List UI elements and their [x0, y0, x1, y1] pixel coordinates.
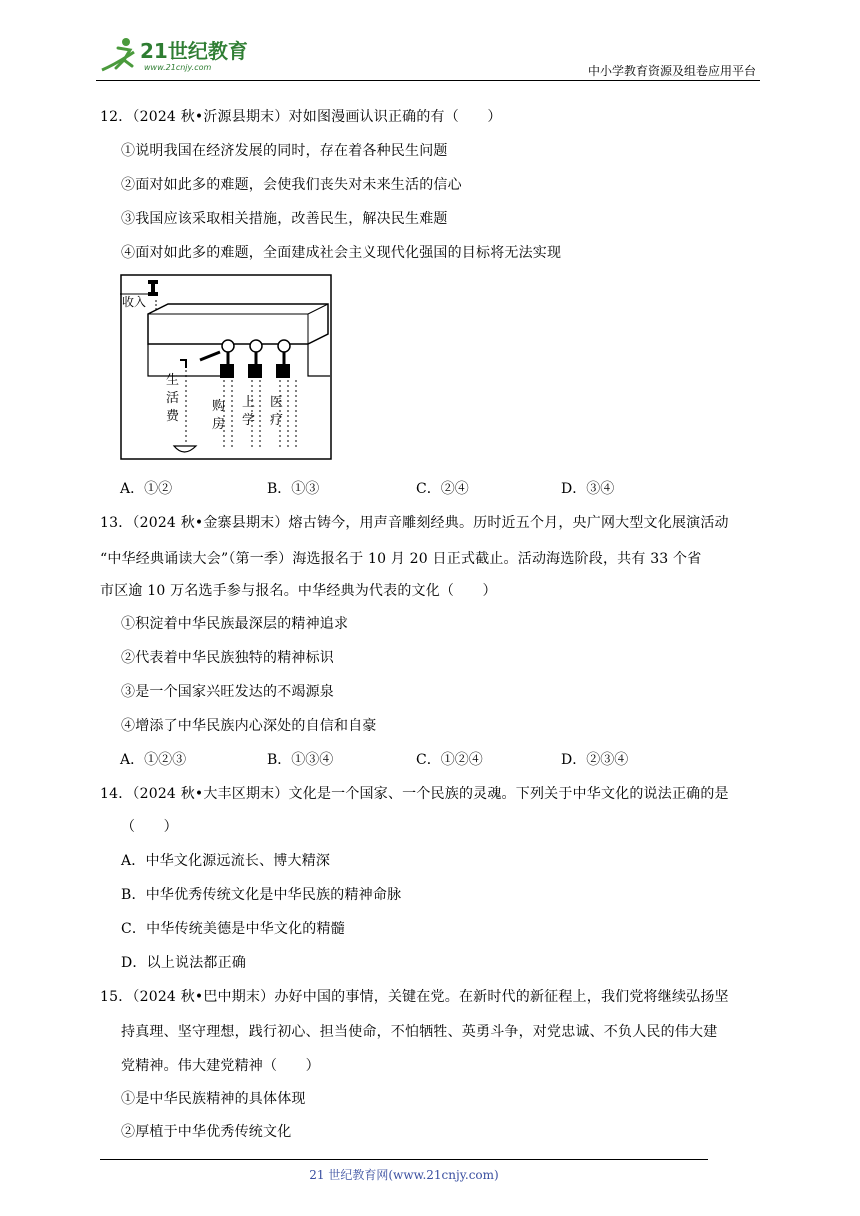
platform-name: 中小学教育资源及组卷应用平台 [587, 64, 756, 78]
q13-choice-d: D．②③④ [561, 752, 629, 768]
q14-option-c: C．中华传统美德是中华文化的精髓 [121, 921, 345, 937]
q13-choices [120, 749, 680, 769]
q13-option-3: ③是一个国家兴旺发达的不竭源泉 [121, 684, 334, 700]
q15-option-1: ①是中华民族精神的具体体现 [121, 1091, 306, 1107]
footer-divider [100, 1159, 708, 1160]
runner-icon [102, 38, 134, 70]
q12-choice-b: B．①③ [267, 481, 320, 497]
q14-option-d: D．以上说法都正确 [121, 955, 247, 971]
income-label: 收入 [122, 295, 147, 309]
logo-url-text: www.21cnjy.com [144, 63, 212, 72]
q12-choice-a: A．①② [120, 481, 173, 497]
q14-stem-line-1: 14．（2024 秋•大丰区期末）文化是一个国家、一个民族的灵魂。下列关于中华文化的说法正确的是 [100, 786, 729, 802]
q12-choice-d: D．③④ [561, 481, 615, 497]
q12-option-4: ④面对如此多的难题，全面建成社会主义现代化强国的目标将无法实现 [121, 245, 562, 261]
q12-option-2: ②面对如此多的难题，会使我们丧失对未来生活的信心 [121, 177, 462, 193]
q15-stem-line-3: 党精神。伟大建党精神（ ） [121, 1058, 320, 1074]
q15-stem-line-2: 持真理、坚守理想，践行初心、担当使命，不怕牺牲、英勇斗争，对党忠诚、不负人民的伟大建 [121, 1024, 718, 1040]
q15-stem-line-1: 15．（2024 秋•巴中期末）办好中国的事情，关键在党。在新时代的新征程上，我们党将继续弘扬坚 [100, 989, 729, 1005]
q13-stem-line-3: 市区逾 10 万名选手参与报名。中华经典为代表的文化（ ） [100, 583, 497, 599]
q12-option-3: ③我国应该采取相关措施，改善民生，解决民生难题 [121, 211, 448, 227]
q13-choice-a: A．①②③ [120, 752, 187, 768]
footer-link[interactable]: 21 世纪教育网(www.21cnjy.com) [309, 1168, 499, 1182]
q14-option-b: B．中华优秀传统文化是中华民族的精神命脉 [121, 887, 402, 903]
pipe-label-school: 上学 [242, 395, 256, 428]
logo [96, 34, 256, 74]
q12-choice-c: C．②④ [416, 481, 469, 497]
q13-stem-line-1: 13．（2024 秋•金寨县期末）熔古铸今，用声音雕刻经典。历时近五个月，央广网大型文化展演活动 [100, 515, 729, 531]
q12-choices [120, 478, 680, 498]
page-header [96, 30, 760, 80]
pipe-label-housing: 购房 [212, 399, 226, 432]
cartoon-illustration [120, 274, 332, 460]
q14-stem-line-2: （ ） [121, 819, 178, 835]
header-divider [96, 80, 760, 81]
pipe-label-living: 生活费 [166, 373, 180, 424]
q12-option-1: ①说明我国在经济发展的同时，存在着各种民生问题 [121, 143, 448, 159]
q13-choice-b: B．①③④ [267, 752, 334, 768]
q13-option-2: ②代表着中华民族独特的精神标识 [121, 650, 334, 666]
q13-option-1: ①积淀着中华民族最深层的精神追求 [121, 616, 349, 632]
q14-option-a: A．中华文化源远流长、博大精深 [121, 853, 331, 869]
q13-choice-c: C．①②④ [416, 752, 483, 768]
q13-option-4: ④增添了中华民族内心深处的自信和自豪 [121, 718, 377, 734]
q15-option-2: ②厚植于中华优秀传统文化 [121, 1124, 292, 1140]
pipe-label-medical: 医疗 [270, 395, 284, 428]
q12-stem: 12．（2024 秋•沂源县期末）对如图漫画认识正确的有（ ） [100, 109, 502, 125]
logo-main-text: 21世纪教育 [140, 39, 248, 63]
q13-stem-line-2: “中华经典诵读大会”（第一季）海选报名于 10 月 20 日正式截止。活动海选阶段，共有 33 个省 [100, 551, 702, 567]
